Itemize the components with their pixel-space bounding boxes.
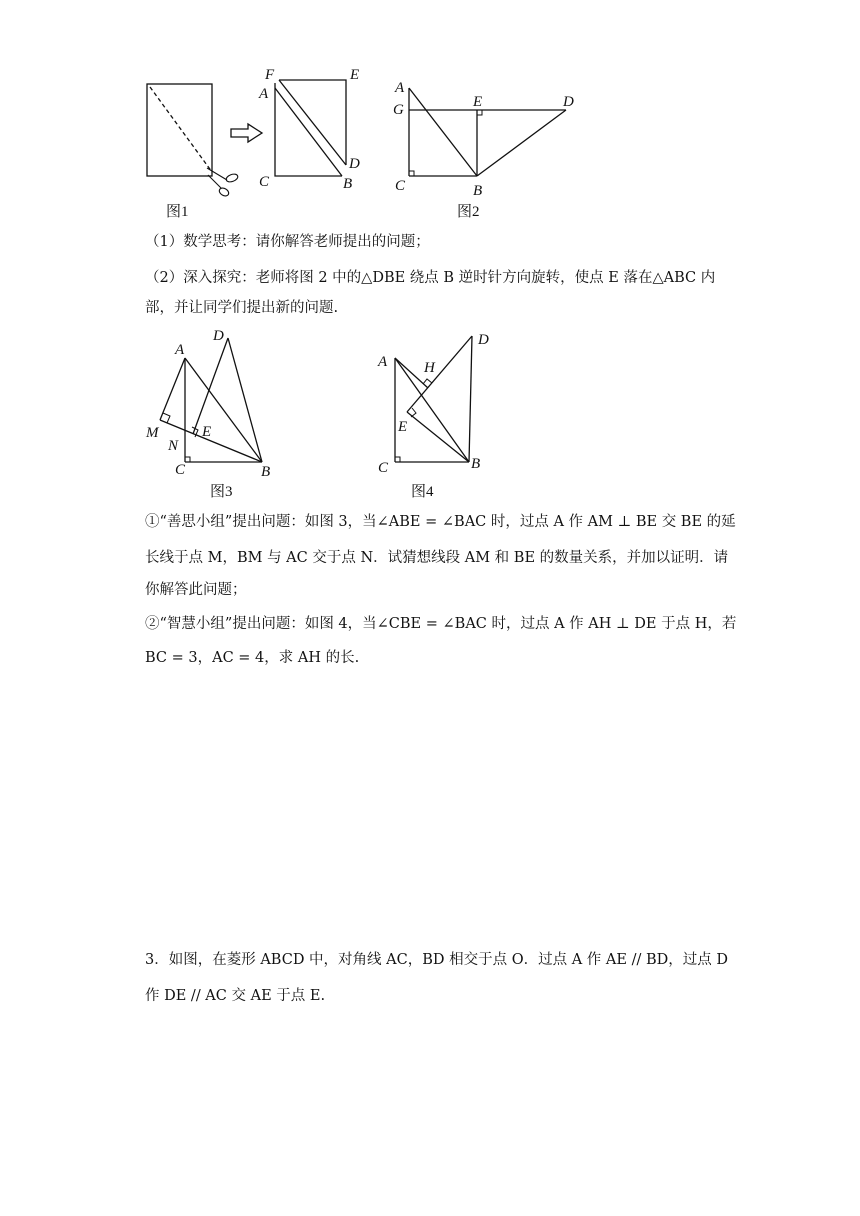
fig2-caption: 图2 xyxy=(457,204,480,220)
fig3-caption: 图3 xyxy=(210,484,233,500)
label-B2: B xyxy=(473,183,483,199)
label-D2: D xyxy=(563,94,574,110)
fig1-caption: 图1 xyxy=(166,204,189,220)
label3-E: E xyxy=(202,424,212,440)
problem-2-line-2: BC = 3，AC = 4，求 AH 的长. xyxy=(145,650,360,666)
figure-1-2 xyxy=(0,60,860,285)
question-2-line-2: 部，并让同学们提出新的问题. xyxy=(145,300,339,316)
label-C2: C xyxy=(395,178,406,194)
label4-E: E xyxy=(398,419,408,435)
label3-M: M xyxy=(146,425,159,441)
label4-C: C xyxy=(378,460,389,476)
label-A: A xyxy=(259,86,269,102)
label-G: G xyxy=(393,102,404,118)
fig4-caption: 图4 xyxy=(411,484,434,500)
label-E: E xyxy=(350,67,360,83)
label3-C: C xyxy=(175,462,186,478)
figure-1-cut xyxy=(275,80,346,176)
label3-A: A xyxy=(175,342,185,358)
label-A2: A xyxy=(395,80,405,96)
question-3-line-2: 作 DE // AC 交 AE 于点 E. xyxy=(145,988,326,1004)
question-1: （1）数学思考：请你解答老师提出的问题； xyxy=(145,234,430,250)
figure-1 xyxy=(147,84,262,198)
problem-1-line-2: 长线于点 M，BM 与 AC 交于点 N．试猜想线段 AM 和 BE 的数量关系，并加以证明．请 xyxy=(145,550,729,566)
label-C: C xyxy=(259,174,270,190)
figure-3-4 xyxy=(0,322,860,502)
label-D: D xyxy=(349,156,360,172)
problem-1-line-1: ①“善思小组”提出问题：如图 3，当∠ABE = ∠BAC 时，过点 A 作 AM ⊥ BE 交 BE 的延 xyxy=(145,514,736,530)
label3-N: N xyxy=(168,438,179,454)
label-F: F xyxy=(265,67,275,83)
label-B: B xyxy=(343,176,353,192)
label3-D: D xyxy=(213,328,224,344)
label4-D: D xyxy=(478,332,489,348)
question-2-line-1: （2）深入探究：老师将图 2 中的△DBE 绕点 B 逆时针方向旋转，使点 E 落在△ABC 内 xyxy=(145,270,716,286)
label4-H: H xyxy=(424,360,435,376)
label3-B: B xyxy=(261,464,271,480)
problem-1-line-3: 你解答此问题； xyxy=(145,582,247,598)
arrow-icon xyxy=(231,124,262,142)
figure-2 xyxy=(409,88,566,176)
problem-2-line-1: ②“智慧小组”提出问题：如图 4，当∠CBE = ∠BAC 时，过点 A 作 AH ⊥ DE 于点 H，若 xyxy=(145,616,737,632)
label4-B: B xyxy=(471,456,481,472)
label-E2: E xyxy=(473,94,483,110)
figure-4 xyxy=(395,336,472,462)
question-3-line-1: 3．如图，在菱形 ABCD 中，对角线 AC，BD 相交于点 O．过点 A 作 AE // BD，过点 D xyxy=(145,952,728,968)
label4-A: A xyxy=(378,354,388,370)
